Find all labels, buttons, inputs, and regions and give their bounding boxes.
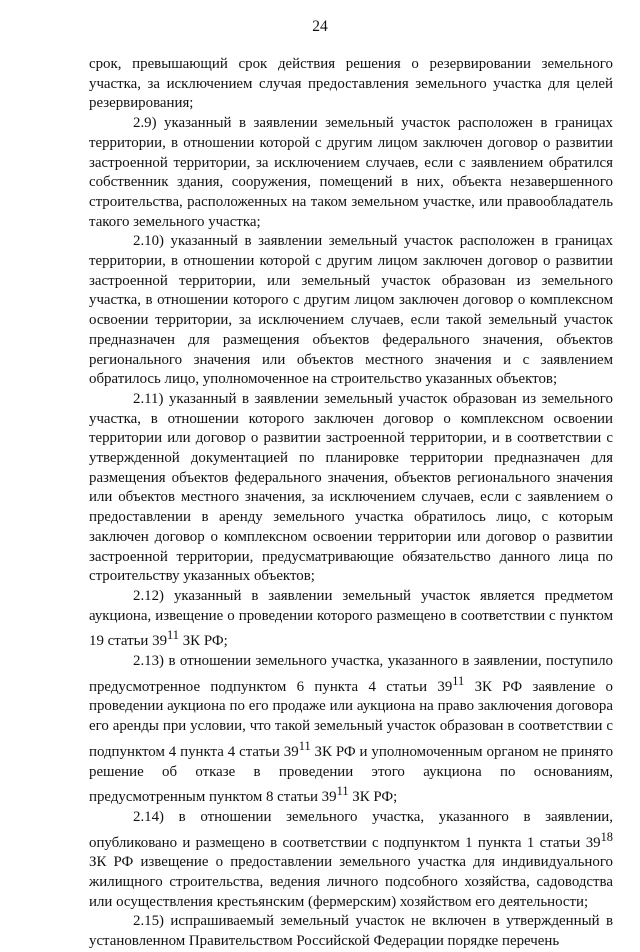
paragraph-text: ЗК РФ заявление о проведении аукциона по его продаже или аукциона на право заключения договора его аренды при условии, что такой земельный участок образован в соответствии с подпунктом 4 пункта 4 статьи 39: [89, 678, 613, 760]
paragraph-2-14: [89, 808, 613, 912]
paragraph-2-10: 2.10) указанный в заявлении земельный участок расположен в границах территории, в отношении которой с другим лицом заключен договор о развитии застроенной территории, или земельный участок образован из земельного участка, в отношении которого с другим лицом заключен договор о комплексном освоении территории, за исключением случаев, если такой земельный участок предназначен для размещения объектов федерального значения, объектов регионального значения или объектов местного значения и с заявлением обратилось лицо, уполномоченное на строительство указанных объектов;: [89, 233, 613, 388]
paragraph-text: ЗК РФ;: [178, 633, 228, 650]
paragraph-continuation: срок, превышающий срок действия решения о резервировании земельного участка, за исключением случая предоставления земельного участка для целей резервирования;: [89, 56, 613, 112]
paragraph-2-9: 2.9) указанный в заявлении земельный участок расположен в границах территории, в отношении которой с другим лицом заключен договор о развитии застроенной территории, за исключением случаев, если с заявлением обратился собственник здания, сооружения, помещений в них, объекта незавершенного строительства, расположенных на таком земельном участке, или правообладатель такого земельного участка;: [89, 115, 613, 230]
superscript: 11: [298, 738, 311, 753]
paragraph-text: ЗК РФ и уполномоченным органом не принято решение об отказе в проведении этого аукциона по основаниям, предусмотренным пунктом 8 статьи 39: [89, 743, 614, 806]
superscript: 11: [452, 673, 465, 688]
paragraph-2-13: [89, 652, 613, 808]
superscript: 18: [600, 829, 613, 844]
paragraph-2-12: [89, 587, 613, 652]
paragraph-2-11: 2.11) указанный в заявлении земельный участок образован из земельного участка, в отношении которого заключен договор о комплексном освоении территории или договор о развитии застроенной территории, и в соответствии с утвержденной документацией по планировке территории предназначен для размещения объектов федерального значения, объектов регионального значения или объектов местного значения, за исключением случаев, если с заявлением о предоставлении в аренду земельного участка обратилось лицо, с которым заключен договор о комплексном освоении территории или договор о развитии застроенной территории, предусматривающие обязательство данного лица по строительству указанных объектов;: [89, 390, 613, 585]
paragraph-text: 2.12) указанный в заявлении земельный участок является предметом аукциона, извещение о проведении которого размещено в соответствии с пунктом 19 статьи 39: [89, 587, 613, 650]
paragraph-text: 2.14) в отношении земельного участка, указанного в заявлении, опубликовано и размещено в соответствии с подпунктом 1 пункта 1 статьи 39: [89, 808, 613, 851]
paragraph-2-15: 2.15) испрашиваемый земельный участок не включен в утвержденный в установленном Правительством Российской Федерации порядке перечень: [89, 913, 613, 950]
document-body: [89, 55, 613, 952]
paragraph-text: ЗК РФ;: [348, 789, 398, 806]
paragraph-text: ЗК РФ извещение о предоставлении земельного участка для индивидуального жилищного строительства, ведения личного подсобного хозяйства, садоводства или осуществления крестьянским (фермерским) хозяйством его деятельности;: [89, 854, 613, 910]
superscript: 11: [167, 628, 179, 643]
paragraph-text: 2.13) в отношении земельного участка, указанного в заявлении, поступило предусмотренное подпунктом 6 пункта 4 статьи 39: [89, 653, 613, 695]
page-number: 24: [312, 18, 328, 35]
superscript: 11: [336, 784, 349, 799]
